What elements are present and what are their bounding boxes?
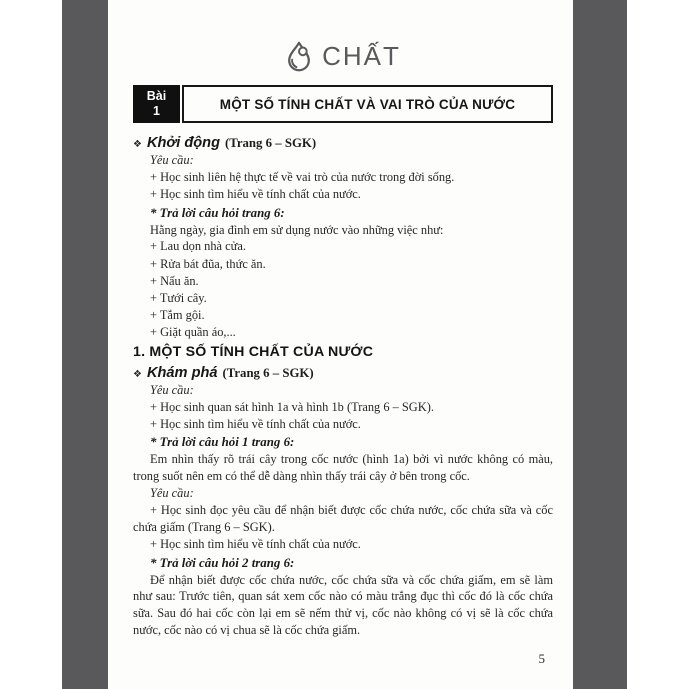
chapter-title: CHẤT xyxy=(322,41,401,71)
diamond-bullet-icon: ❖ xyxy=(133,139,142,150)
lesson-badge-number: 1 xyxy=(153,104,160,118)
photo-background xyxy=(62,0,627,689)
requirement-item: + Học sinh liên hệ thực tế về vai trò của nước trong đời sống. xyxy=(150,170,455,185)
requirement-item: + Học sinh quan sát hình 1a và hình 1b (Trang 6 – SGK). xyxy=(150,399,434,414)
lesson-badge xyxy=(133,85,180,123)
water-use-item: + Lau dọn nhà cửa. xyxy=(150,239,246,254)
water-use-item: + Rửa bát đũa, thức ăn. xyxy=(150,256,266,271)
activity-page-ref: (Trang 6 – SGK) xyxy=(225,136,317,150)
lesson-title: MỘT SỐ TÍNH CHẤT VÀ VAI TRÒ CỦA NƯỚC xyxy=(219,96,516,112)
answer-heading: * Trả lời câu hỏi trang 6: xyxy=(150,205,285,220)
activity-heading-khoi-dong xyxy=(133,134,553,152)
activity-name: Khởi động xyxy=(146,135,220,151)
yeu-cau-label: Yêu cầu: xyxy=(150,382,194,397)
water-use-item: + Tắm gội. xyxy=(150,308,205,323)
requirement-item: + Học sinh tìm hiểu về tính chất của nước. xyxy=(150,187,361,202)
activity-page-ref: (Trang 6 – SGK) xyxy=(222,365,314,380)
requirement-item: + Học sinh đọc yêu cầu để nhận biết được cốc chứa nước, cốc chứa sữa và cốc chứa giấm (Trang 6 – SGK). xyxy=(133,503,553,535)
diamond-bullet-icon: ❖ xyxy=(133,368,142,380)
answer-intro: Hằng ngày, gia đình em sử dụng nước vào những việc như: xyxy=(150,222,444,237)
requirement-item: + Học sinh tìm hiểu về tính chất của nước. xyxy=(150,417,361,432)
water-use-item: + Tưới cây. xyxy=(150,291,207,306)
yeu-cau-label: Yêu cầu: xyxy=(150,153,194,167)
book-page xyxy=(108,0,573,689)
page-number: 5 xyxy=(538,651,545,666)
water-drop-icon xyxy=(285,40,313,73)
section-heading: 1. MỘT SỐ TÍNH CHẤT CỦA NƯỚC xyxy=(133,344,374,361)
water-use-item: + Nấu ăn. xyxy=(150,273,199,288)
answer-heading: * Trả lời câu hỏi 2 trang 6: xyxy=(150,555,295,570)
yeu-cau-label: Yêu cầu: xyxy=(150,485,194,500)
lesson-title-bar xyxy=(182,85,553,123)
lesson-bar xyxy=(133,85,553,123)
lesson-badge-label: Bài xyxy=(146,89,167,103)
requirement-item: + Học sinh tìm hiểu về tính chất của nước. xyxy=(150,537,361,552)
water-use-item: + Giặt quần áo,... xyxy=(150,325,236,340)
answer-paragraph: Em nhìn thấy rõ trái cây trong cốc nước (hình 1a) bởi vì nước không có màu, trong suốt nên em có thể dễ dàng nhìn thấy trái cây ở bên trong cốc. xyxy=(133,452,553,484)
chapter-header xyxy=(133,0,553,73)
activity-name: Khám phá xyxy=(146,364,218,381)
activity-heading-kham-pha xyxy=(133,364,553,382)
answer-heading: * Trả lời câu hỏi 1 trang 6: xyxy=(150,435,295,450)
answer-paragraph: Để nhận biết được cốc chứa nước, cốc chứa sữa và cốc chứa giấm, em sẽ làm như sau: Trước tiên, quan sát xem cốc nào có màu trắng đục thì cốc đó là cốc chứa sữa. Sau đó hai cốc còn lại em sẽ nếm thử vị, cốc nào không có vị sẽ là cốc chứa nước, cốc nào có vị chua sẽ là cốc chứa giấm. xyxy=(133,572,553,638)
